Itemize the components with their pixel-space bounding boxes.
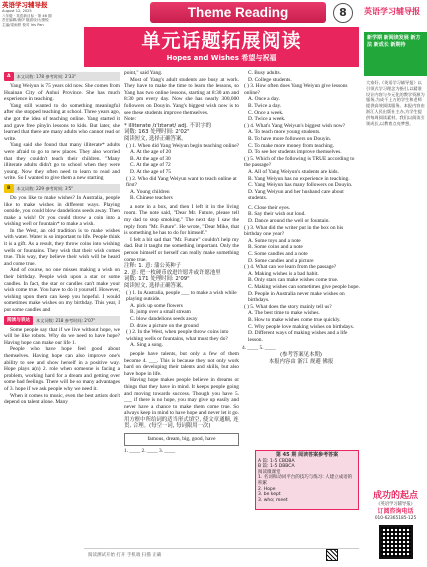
issue-line: 主编/梁雨婷 校对 Iris Pan	[2, 22, 44, 27]
slogan: 《英语学习辅导报》	[376, 502, 415, 507]
section-tag: 阅读与表达	[4, 316, 33, 325]
question: ( ) 4. What's Yang Weiyun's biggest wish now?	[244, 122, 346, 129]
paragraph: Some people say that if we live without hope, we will be like robots. Why do we need to have hope? Having hope can make our life 1.	[4, 326, 120, 346]
option: C. Busy adults.	[248, 70, 281, 76]
instructions: 阅读短文, 选择正确答案。	[124, 283, 187, 289]
option: C. blow dandelions seeds away	[130, 315, 198, 322]
question: ( ) 3. What did the writer put in the box on his birthday one year?	[244, 224, 344, 238]
option: D. Some candies and a picture	[248, 257, 314, 264]
option: D. College students.	[248, 76, 292, 83]
paragraph: Do you like to make wishes? In Australia, people like to make wishes in different ways. Playing outside, you could blow dandelions seeds away. Then make a wish! Or you could throw a coin into a wishing well or fountain* to make a wish.	[4, 194, 120, 228]
option: A. Young children	[130, 188, 170, 195]
issue-line: August 12, 2025	[2, 9, 32, 13]
question: ( ) 1. In Australia, people ___ to make a wish while playing outside.	[126, 289, 237, 303]
footer-text: 阅读测试开始 打开 手机端 扫描 正确	[88, 553, 162, 558]
banner-title: 单元话题拓展阅读	[141, 30, 302, 52]
promo-text: 大家好,《英语学习辅导报》以引领式学习理念为指引,以精准设计内容与多元化的教学资源为服务,为成千上万的学生和老师提供高效阅读服务。本报内容由浙江人民出版社主办,为学生提供每周阅读素材。我们以阅读引领成长,以教育点亮梦想。	[366, 80, 425, 126]
paragraph: People who have hope feel good about themselves. Having hope can also improve one's ability to see and show herself in a positive way. Hope plays a(n) 2. role when someone is facing a problem, working hard for a dream and getting over some bad feelings. There will be so many advantages of 3. hope if we ask people why we need it.	[4, 346, 120, 392]
answer-note: 本报内容由 浙江 规避 佛报	[268, 358, 334, 365]
option: B. To have more followers on Douyin.	[248, 135, 332, 142]
section-header-b	[4, 184, 120, 193]
section-title: Theme Reading	[150, 2, 326, 23]
answer-line: A 篇: 1-5 CBDBA	[258, 458, 295, 464]
option: B. Chinese teachers	[130, 195, 173, 202]
option: D. People in Australia never make wishes on birthdays.	[248, 290, 345, 304]
option: A. pick up some flowers	[130, 302, 183, 309]
section-info: 本文词数: 218 参考时间: 2'07"	[33, 316, 120, 325]
answer-line: 阅读微课堂	[258, 469, 281, 475]
section-info: 本文词数: 229 参考时间: 3'5"	[14, 184, 120, 193]
answer-note: (参考答案见本期)	[280, 351, 322, 358]
time-info: 词数: 163 处理时间: 2'02"	[124, 129, 190, 136]
topic-banner	[84, 27, 359, 67]
footer	[84, 548, 359, 562]
option: B. jump over a small stream	[130, 309, 191, 316]
section-header-c	[4, 316, 120, 325]
option: D. Twice a week.	[248, 116, 286, 123]
answers-title: 第 45 期 阅读答案参考答案	[275, 452, 339, 458]
banner-subtitle: Hopes and Wishes 希望与祝福	[166, 54, 277, 62]
option: A. Sing a song.	[130, 342, 164, 349]
right-sidebar	[364, 30, 427, 567]
question: ( ) 4. What can we learn from the passage?	[244, 264, 337, 271]
question: ( ) 2. Who did Yang Weiyun want to teach online at first?	[126, 175, 237, 189]
option: C. To make more money from teaching.	[248, 142, 335, 149]
option: A. At the age of 20	[130, 149, 172, 156]
option: A. The best time to make wishes.	[248, 310, 320, 317]
option: C. Yang Weiyun has many followers on Douyin.	[248, 182, 353, 189]
option: C. Making wishes can sometimes give people hope.	[248, 284, 360, 290]
option: A. Once a day.	[248, 96, 280, 103]
paragraph: Having hope makes people believe in dreams or things that they have in mind. It keeps people going and moving towards success. Though you have 5. ___ if there is no hope, you may give up easily and never have a chance to make them come true. So always keep in mind to have hope and never let it go.	[124, 377, 239, 417]
answers-panel	[255, 450, 359, 510]
paragraph: Yang said she found that many illiterate* adults were afraid to go to new places. They also worried that they couldn't teach their children. "Many illiterate adults didn't go to school when they were young. Now they often need to learn to read and write. So I wanted to give them a new starting	[4, 142, 120, 182]
word-box: famous, dream, big, good, have	[124, 433, 239, 446]
paragraph: When it comes to music, even the best artists don't depend on talent alone. Many	[4, 392, 120, 406]
option: A. Making wishes is a bad habit.	[248, 270, 319, 277]
note: 2. 意: 把一枚硬币放进许愿井或许愿池里	[124, 269, 221, 276]
subscription-box	[364, 490, 427, 567]
issue-info	[2, 1, 72, 27]
qr-code-icon[interactable]	[379, 525, 413, 559]
paper-name: 英语学习辅导报	[2, 1, 48, 9]
option: C. Some candles and a note	[248, 251, 308, 258]
promo-box: 新学期 新阅读发展 新方法 新成长 新期待	[364, 32, 427, 76]
question: ( ) 2. In the West, when people throw coins into wishing wells or fountains, what must they do?	[126, 329, 229, 342]
question: ( ) 3. How often does Yang Weiyun give lessons online?	[244, 83, 348, 96]
issue-line: 责任编辑/唐伊 版面设计/康锐	[2, 18, 49, 23]
time-info: 词数: 171 处理时间: 2'09"	[124, 276, 190, 283]
option: B. How to make wishes come true quickly.	[248, 316, 341, 323]
section-info: 本文词数: 178 参考时间: 2'33"	[14, 72, 120, 81]
paragraph: Most of Yang's adult students are busy at work. They have to make the time to learn the lessons, so Yang has two online lessons, starting at 8:30 am and 8:30 pm every day. Now she has nearly 300,000 followers on Douyin. Yang's biggest wish now is to see these students improve themselves.	[124, 76, 239, 116]
column-1	[4, 70, 120, 406]
option: C. Once a week.	[248, 109, 284, 116]
paragraph: a note in a box, and then I left it in the living room. The note said, "Dear Mr. Future, please tell my dad to stop smoking." The next day I saw the reply from "Mr. Future". He wrote, "Dear Mike, that is something he has to do for himself."	[124, 203, 239, 237]
option: C. Close their eyes.	[248, 204, 291, 211]
answer-blanks: 1. ____ 2. ____ 3. ____	[124, 447, 176, 454]
success-heading: 成功的起点	[372, 491, 418, 501]
order-hotline-label: 订阅咨询电话	[377, 508, 414, 515]
option: D. Different ways of making wishes and a life lesson.	[248, 330, 348, 343]
section-tag: A	[4, 72, 14, 81]
option: B. At the age of 30	[130, 155, 171, 162]
option: B. Only stars can make wishes come true.	[248, 277, 339, 284]
issue-line: 八年级 · 英语新目标 · 第 46 期	[2, 13, 52, 18]
paragraph: In the West, an old tradition is to make wishes with water. Water is so important to life. People think it is a gift. As a result, they throw coins into wishing wells or fountains. They wish that their wish comes true. This way, they believe their wish will be heard and come true.	[4, 227, 120, 267]
paragraph: I felt a bit sad that "Mr. Future" couldn't help my dad. But it taught me something important. Only the person himself or herself can really make something come true.	[124, 236, 239, 263]
answer-line: 2. Hope	[258, 486, 276, 492]
answer-line: 1. 名词和动词平台的技巧与练习: 人建立成语的积累	[258, 475, 353, 486]
note: 注释: 1. 意: 蒲公英种子	[124, 263, 182, 270]
paragraph: Yang Weiyun is 75 years old now. She comes from Huainan City of Anhui Province. She has much experience in teaching.	[4, 83, 120, 103]
question: ( ) 5. Which of the following is TRUE according to the passage?	[244, 155, 355, 169]
answer-line: B 篇: 1-5 DBBCA	[258, 464, 295, 470]
option: B. Some coins and a note	[248, 244, 303, 251]
option: D. Dance around the well or fountain.	[248, 218, 330, 225]
phone-number: 010-62365185-125	[374, 516, 417, 521]
option: A. Some toys and a note	[248, 237, 301, 244]
option: B. Twice a day.	[248, 102, 282, 109]
paragraph: Yang still wanted to do something meaningful after she stopped teaching at school. Three years ago, she got the idea of teaching online. Yang started it and gave free pīnyīn lessons to kids. But later, she learned that there are many adults who cannot read or write.	[4, 102, 120, 142]
qr-code-icon[interactable]	[326, 549, 338, 561]
option: B. Yang Weiyun has no experience in teaching.	[248, 175, 350, 182]
option: D. At the age of 75	[130, 168, 172, 175]
paragraph: people have talents, but only a few of them become 4. ___. This is because they not only work hard on developing their talents and skills, but also have hope in life.	[124, 350, 239, 377]
option: D. draw a picture on the ground	[130, 322, 199, 329]
section-header-a	[4, 72, 120, 81]
option: A. To teach more young students.	[248, 129, 321, 136]
instructions: 阅读短文, 选择正确答案。	[124, 135, 187, 142]
option: C. Why people love making wishes on birthdays.	[248, 323, 355, 330]
paragraph: point," said Yang.	[124, 70, 163, 76]
brand-logo: 英语学习辅导报	[364, 6, 420, 16]
instructions: 用方框中所给词的适当形式填空, 使文章通顺, 连贯, 合理。(每空一词, 每词限用一次)	[124, 416, 239, 430]
option: A. All of Yang Weiyun's students are kids.	[248, 168, 339, 175]
vocab-note: * illiterate /ɪˈlɪtərət/ adj. 不识字的	[124, 122, 212, 129]
note-label: Note:	[124, 116, 136, 123]
paragraph: And of course, no one misses making a wish on their birthday. People wish upon a star or some candles. In fact, the star or candles can't make your wish come true. You have to do it yourself. However, wishing upon them can keep you hopeful. I would sometimes make wishes on my birthday. This year, I put some candles and	[4, 267, 120, 313]
option: B. Say their wish out loud.	[248, 211, 306, 218]
section-tag: B	[4, 184, 14, 193]
question: ( ) 5. What does the story mainly tell us?	[244, 303, 332, 310]
answer-line: 3. who; meet	[258, 497, 288, 503]
answer-blanks: 4. ____ 5. ____	[242, 345, 276, 352]
option: D. Yang Weiyun and her husband care about students.	[248, 188, 344, 202]
column-3	[242, 70, 360, 365]
option: C. At the age of 72	[130, 162, 171, 169]
column-2	[124, 70, 239, 454]
page-number: 8	[333, 3, 353, 23]
option: D. To see her students improve themselves.	[248, 149, 342, 156]
question: ( ) 1. When did Yang Weiyun begin teaching online?	[126, 142, 239, 149]
answer-line: 3. be kept	[258, 492, 281, 498]
